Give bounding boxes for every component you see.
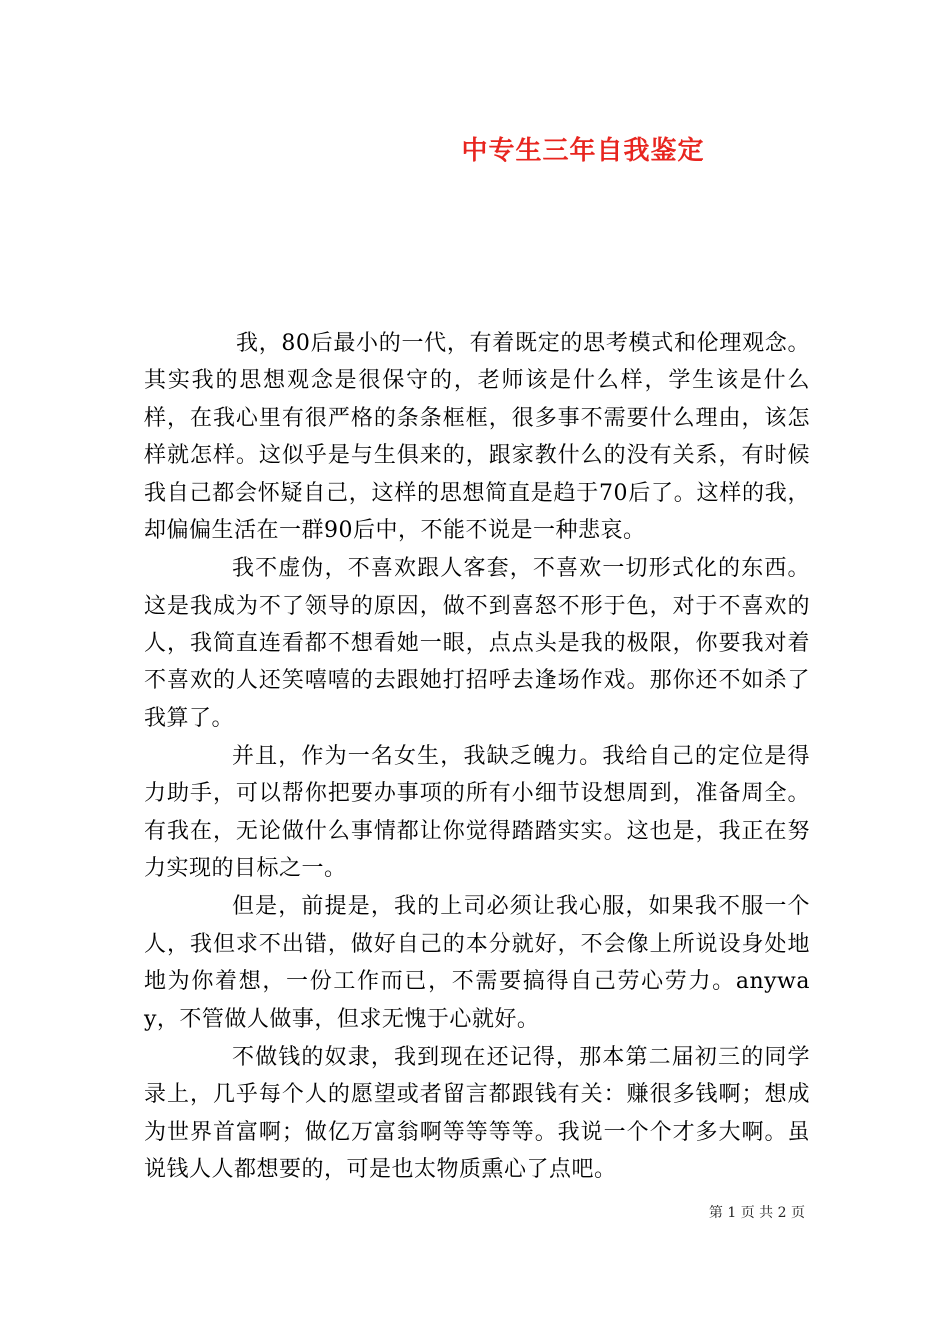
paragraph-1: 我，80后最小的一代，有着既定的思考模式和伦理观念。其实我的思想观念是很保守的，老师该是什么样，学生该是什么样，在我心里有很严格的条条框框，很多事不需要什么理由，该怎样就怎样。这似乎是与生俱来的，跟家教什么的没有关系，有时候我自己都会怀疑自己，这样的思想简直是趋于70后了。这样的我，却偏偏生活在一群90后中，不能不说是一种悲哀。 <box>144 331 810 544</box>
paragraph-3: 并且，作为一名女生，我缺乏魄力。我给自己的定位是得力助手，可以帮你把要办事项的所有小细节设想周到，准备周全。有我在，无论做什么事情都让你觉得踏踏实实。这也是，我正在努力实现的目标之一。 <box>144 744 810 882</box>
paragraph-5: 不做钱的奴隶，我到现在还记得，那本第二届初三的同学录上，几乎每个人的愿望或者留言都跟钱有关：赚很多钱啊；想成为世界首富啊；做亿万富翁啊等等等等。我说一个个才多大啊。虽说钱人人都想要的，可是也太物质熏心了点吧。 <box>144 1044 810 1183</box>
page-number-footer: 第 1 页 共 2 页 <box>708 1205 805 1221</box>
paragraph-2: 我不虚伪，不喜欢跟人客套，不喜欢一切形式化的东西。这是我成为不了领导的原因，做不到喜怒不形于色，对于不喜欢的人，我简直连看都不想看她一眼，点点头是我的极限，你要我对着不喜欢的人还笑嘻嘻的去跟她打招呼去逢场作戏。那你还不如杀了我算了。 <box>144 556 810 731</box>
document-body <box>144 325 810 1189</box>
paragraph-4: 但是，前提是，我的上司必须让我心服，如果我不服一个人，我但求不出错，做好自己的本分就好，不会像上所说设身处地地为你着想，一份工作而已，不需要搞得自己劳心劳力。anyway，不管做人做事，但求无愧于心就好。 <box>144 894 810 1032</box>
document-title: 中专生三年自我鉴定 <box>461 136 705 166</box>
